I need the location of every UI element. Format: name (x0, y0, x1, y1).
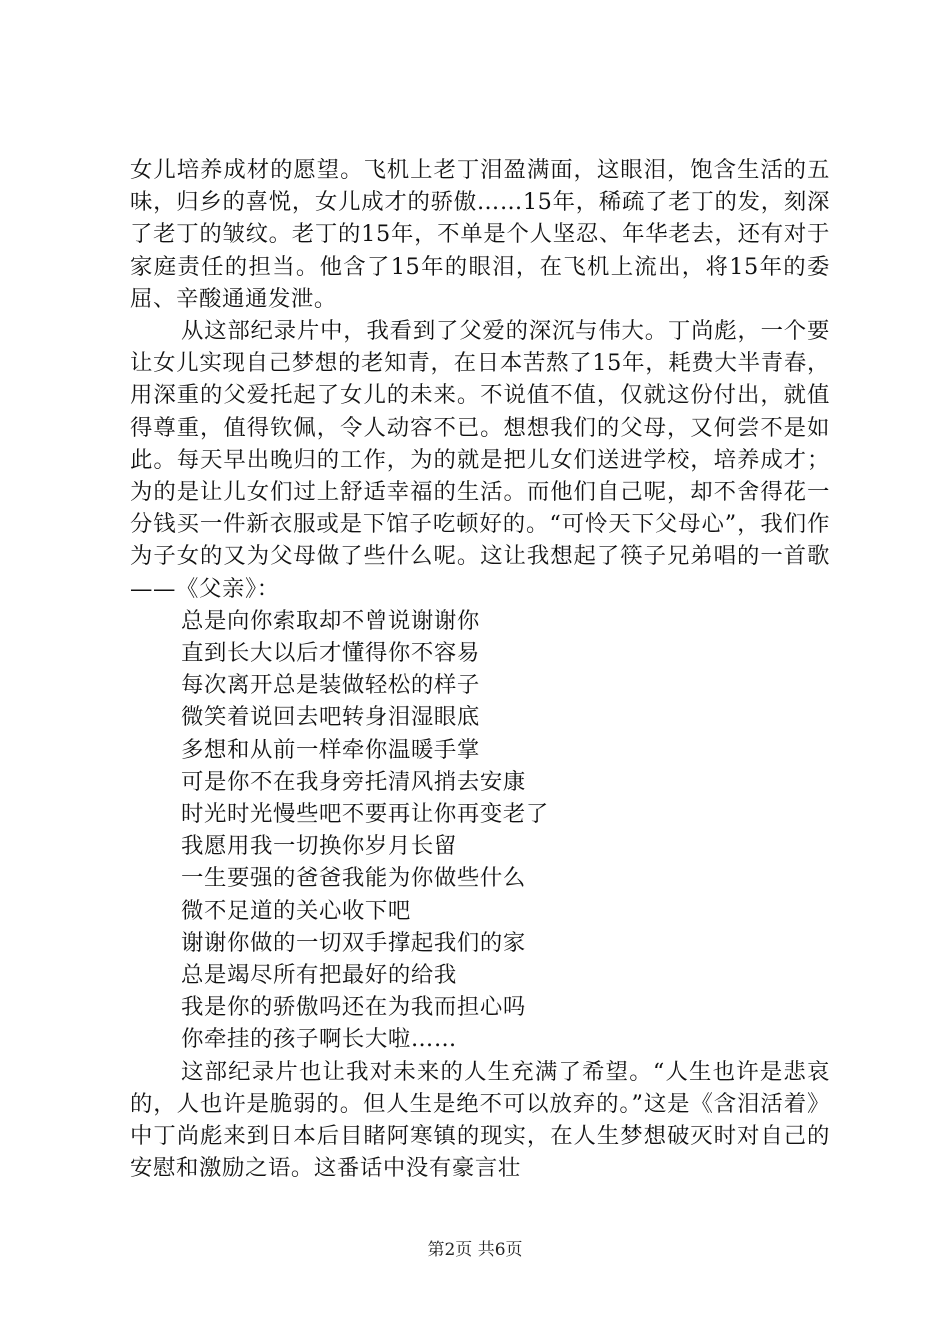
lyric-line: 每次离开总是装做轻松的样子 (181, 672, 480, 699)
document-body (130, 154, 830, 1185)
lyric-line: 微笑着说回去吧转身泪湿眼底 (181, 704, 480, 731)
lyric-line: 我是你的骄傲吗还在为我而担心吗 (181, 994, 526, 1021)
song-lyrics (130, 605, 830, 1056)
lyric-line: 一生要强的爸爸我能为你做些什么 (181, 865, 526, 892)
paragraph-father-love: 从这部纪录片中，我看到了父爱的深沉与伟大。丁尚彪，一个要让女儿实现自己梦想的老知青，在日本苦熬了15年，耗费大半青春，用深重的父爱托起了女儿的未来。不说值不值，仅就这份付出，就值得尊重，值得钦佩，令人动容不已。想想我们的父母，又何尝不是如此。每天早出晚归的工作，为的就是把儿女们送进学校，培养成才；为的是让儿女们过上舒适幸福的生活。而他们自己呢，却不舍得花一分钱买一件新衣服或是下馆子吃顿好的。“可怜天下父母心”，我们作为子女的又为父母做了些什么呢。这让我想起了筷子兄弟唱的一首歌——《父亲》： (130, 318, 830, 602)
lyric-line: 总是竭尽所有把最好的给我 (181, 962, 457, 989)
lyric-line: 谢谢你做的一切双手撑起我们的家 (181, 929, 526, 956)
lyric-line: 可是你不在我身旁托清风捎去安康 (181, 768, 526, 795)
lyric-line: 你牵挂的孩子啊长大啦…… (181, 1026, 457, 1053)
lyric-line: 直到长大以后才懂得你不容易 (181, 640, 480, 667)
lyric-line: 微不足道的关心收下吧 (181, 897, 411, 924)
lyric-line: 总是向你索取却不曾说谢谢你 (181, 607, 480, 634)
lyric-line: 多想和从前一样牵你温暖手掌 (181, 736, 480, 763)
paragraph-continuation: 女儿培养成材的愿望。飞机上老丁泪盈满面，这眼泪，饱含生活的五味，归乡的喜悦，女儿成才的骄傲……15年，稀疏了老丁的发，刻深了老丁的皱纹。老丁的15年，不单是个人坚忍、年华老去，还有对于家庭责任的担当。他含了15年的眼泪，在飞机上流出，将15年的委屈、辛酸通通发泄。 (130, 157, 830, 312)
lyric-line: 我愿用我一切换你岁月长留 (181, 833, 457, 860)
lyric-line: 时光时光慢些吧不要再让你再变老了 (181, 801, 549, 828)
page-number-footer: 第2页 共6页 (427, 1240, 523, 1260)
paragraph-hope: 这部纪录片也让我对未来的人生充满了希望。“人生也许是悲哀的，人也许是脆弱的。但人生是绝不可以放弃的。”这是《含泪活着》中丁尚彪来到日本后目睹阿寒镇的现实，在人生梦想破灭时对自己的安慰和激励之语。这番话中没有豪言壮 (130, 1058, 830, 1182)
